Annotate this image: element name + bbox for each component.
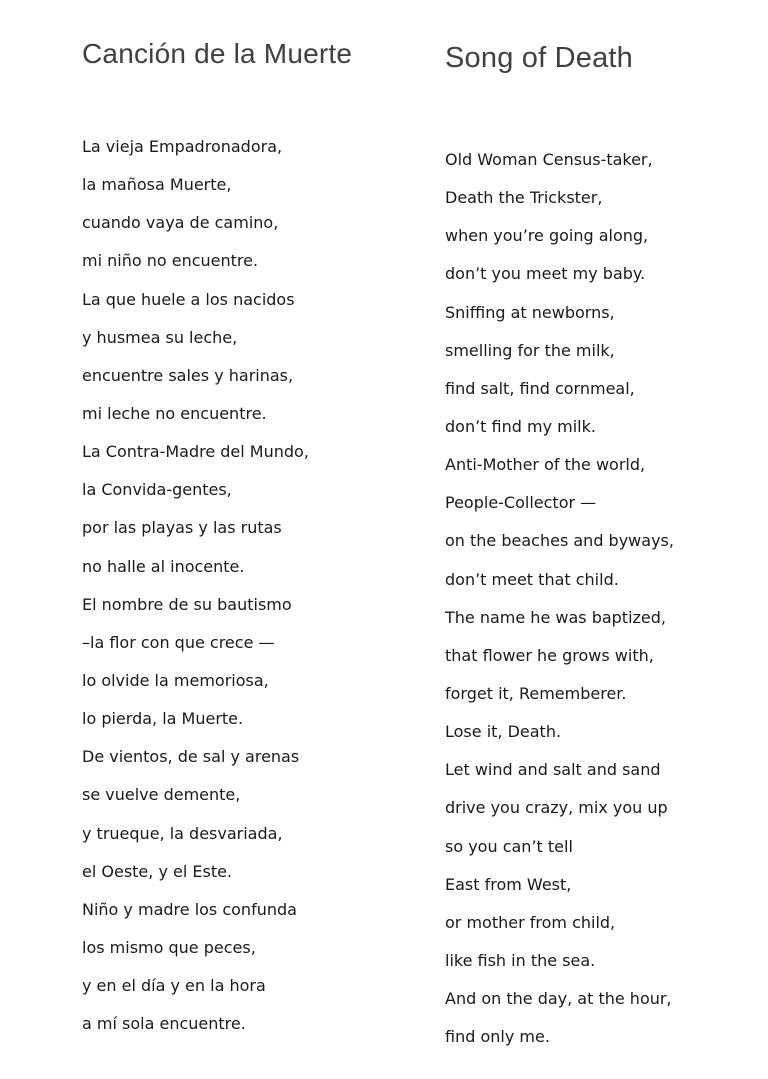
poem-line: La vieja Empadronadora, [82, 137, 283, 156]
poem-line: drive you crazy, mix you up [445, 798, 668, 818]
poem-line: Niño y madre los confunda [82, 899, 297, 919]
poem-line: Death the Trickster, [445, 188, 603, 208]
poem-line: por las playas y las rutas [82, 518, 282, 538]
poem-line: los mismo que peces, [82, 937, 256, 957]
poem-line: –la flor con que crece — [82, 632, 275, 652]
poem-line: forget it, Rememberer. [445, 683, 627, 703]
poem-line: Old Woman Census-taker, [445, 150, 653, 169]
poem-line: that flower he grows with, [445, 645, 654, 665]
poem-line: And on the day, at the hour, [445, 989, 672, 1009]
poem-line: don’t meet that child. [445, 569, 619, 589]
poem-line: Anti-Mother of the world, [445, 455, 646, 475]
poem-line: smelling for the milk, [445, 340, 615, 360]
english-poem-title: Song of Death [445, 42, 634, 74]
poem-line: like fish in the sea. [445, 950, 596, 970]
poem-line: y husmea su leche, [82, 327, 238, 347]
poem-line: el Oeste, y el Este. [82, 861, 233, 881]
poem-line: or mother from child, [445, 912, 616, 932]
poem-line: no halle al inocente. [82, 556, 245, 576]
poem-line: De vientos, de sal y arenas [82, 747, 300, 767]
poem-line: Let wind and salt and sand [445, 760, 661, 780]
spanish-poem-lines [82, 128, 309, 1043]
poem-line: La Contra-Madre del Mundo, [82, 442, 309, 462]
poem-line: when you’re going along, [445, 226, 649, 246]
poem-line: y en el día y en la hora [82, 976, 266, 996]
poem-line: lo pierda, la Muerte. [82, 709, 244, 729]
poem-line: y trueque, la desvariada, [82, 823, 283, 843]
spanish-poem-title: Canción de la Muerte [82, 38, 353, 69]
poem-line: find salt, find cornmeal, [445, 378, 635, 398]
poem-line: find only me. [445, 1027, 550, 1047]
poem-line: Sniffing at newborns, [445, 302, 615, 322]
poem-line: El nombre de su bautismo [82, 594, 292, 614]
poem-line: so you can’t tell [445, 836, 573, 856]
poem-line: La que huele a los nacidos [82, 289, 295, 309]
poem-line: Lose it, Death. [445, 722, 562, 742]
poem-line: la mañosa Muerte, [82, 175, 232, 195]
poem-line: encuentre sales y harinas, [82, 365, 294, 385]
poem-line: People-Collector — [445, 493, 597, 513]
poem-line: don’t you meet my baby. [445, 264, 646, 284]
poem-line: don’t find my milk. [445, 416, 596, 436]
poem-line: mi niño no encuentre. [82, 251, 259, 271]
poem-line: la Convida-gentes, [82, 480, 232, 500]
poem-line: on the beaches and byways, [445, 531, 674, 551]
poem-line: East from West, [445, 874, 572, 894]
poem-line: se vuelve demente, [82, 785, 241, 805]
poem-line: a mí sola encuentre. [82, 1014, 246, 1034]
poem-line: The name he was baptized, [445, 607, 667, 627]
poem-line: cuando vaya de camino, [82, 213, 279, 233]
poem-line: mi leche no encuentre. [82, 403, 267, 423]
poem-line: lo olvide la memoriosa, [82, 670, 269, 690]
english-poem-lines [445, 141, 674, 1056]
